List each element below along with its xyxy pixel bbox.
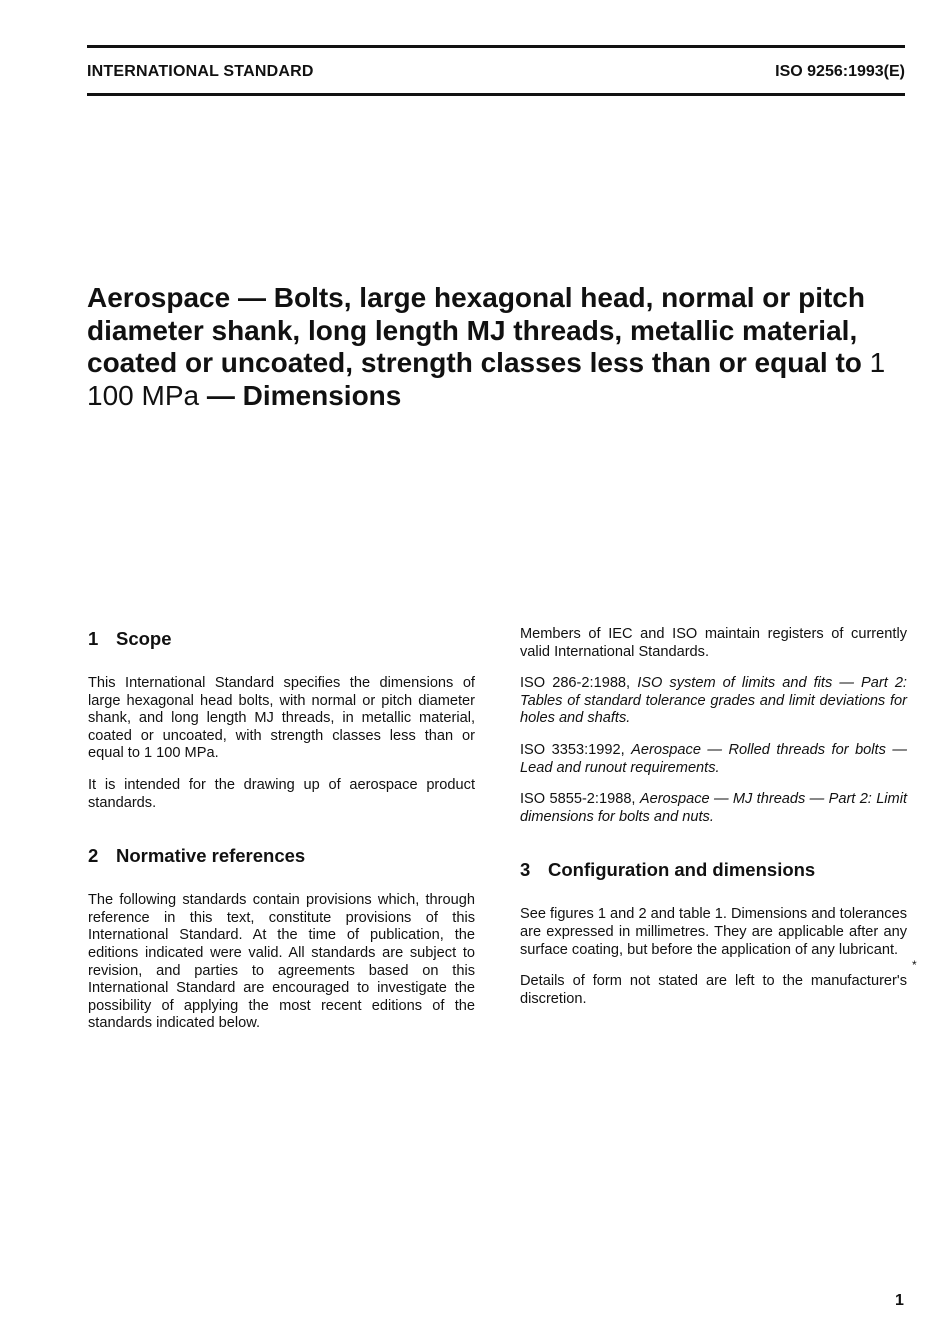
- reference-id: ISO 286-2:1988,: [520, 675, 631, 692]
- section-heading-configuration: [520, 858, 907, 882]
- normative-paragraph-1: The following standards contain provisions which, through reference in this text, constitute provisions of this International Standard. At the time of publication, the editions indicated were valid. All standards are subject to revision, and parties to agreements based on this International Standard are encouraged to investigate the possibility of applying the most recent editions of the standards indicated below.: [88, 892, 475, 1032]
- scope-paragraph-1: This International Standard specifies the dimensions of large hexagonal head bolts, with normal or pitch diameter shank, and long length MJ threads, in metallic material, coated or uncoated, with strength classes less than or equal to 1 100 MPa.: [88, 675, 475, 762]
- normative-paragraph-2: Members of IEC and ISO maintain registers of currently valid International Standards.: [520, 626, 907, 660]
- configuration-paragraph-1: See figures 1 and 2 and table 1. Dimensions and tolerances are expressed in millimetres. They are applicable after any surface coating, but before the application of any lubricant.: [520, 906, 907, 958]
- reference-id: ISO 3353:1992,: [520, 741, 625, 758]
- left-column: [88, 627, 475, 1033]
- title-strength-value: 1 100 MPa: [87, 347, 886, 411]
- right-column: [520, 626, 907, 1008]
- reference-id: ISO 5855-2:1988,: [520, 791, 636, 808]
- reference-title: ISO system of limits and fits — Part 2: Tables of standard tolerance grades and limit deviations for holes and shafts.: [520, 675, 907, 727]
- reference-title: Aerospace — MJ threads — Part 2: Limit dimensions for bolts and nuts.: [520, 791, 908, 825]
- standard-number: ISO 9256:1993(E): [775, 63, 905, 80]
- page-number: 1: [895, 1292, 904, 1309]
- section-number: 2: [88, 845, 99, 867]
- section-heading-scope: [88, 627, 475, 651]
- reference-title: Aerospace — Rolled threads for bolts — Lead and runout requirements.: [520, 741, 907, 776]
- section-title: Scope: [116, 628, 172, 649]
- section-number: 3: [520, 859, 531, 881]
- scope-paragraph-2: It is intended for the drawing up of aerospace product standards.: [88, 776, 475, 811]
- reference-item: [520, 742, 907, 777]
- section-number: 1: [88, 628, 99, 649]
- document-type-label: INTERNATIONAL STANDARD: [87, 63, 314, 80]
- document-title: [87, 282, 887, 412]
- configuration-paragraph-2: Details of form not stated are left to the manufacturer's discretion.: [520, 973, 907, 1007]
- title-main: Aerospace — Bolts, large hexagonal head, normal or pitch diameter shank, long length MJ threads, metallic material, coated or uncoated, strength classes less than or equal to: [87, 282, 865, 378]
- reference-item: [520, 791, 907, 826]
- title-suffix: — Dimensions: [206, 379, 402, 411]
- section-heading-normative-references: [88, 844, 475, 868]
- section-title: Configuration and dimensions: [548, 859, 816, 881]
- header-bottom-rule: [87, 93, 905, 96]
- section-title: Normative references: [116, 845, 306, 867]
- reference-item: [520, 675, 907, 728]
- header-top-rule: [87, 45, 905, 48]
- margin-change-mark: *: [912, 958, 917, 972]
